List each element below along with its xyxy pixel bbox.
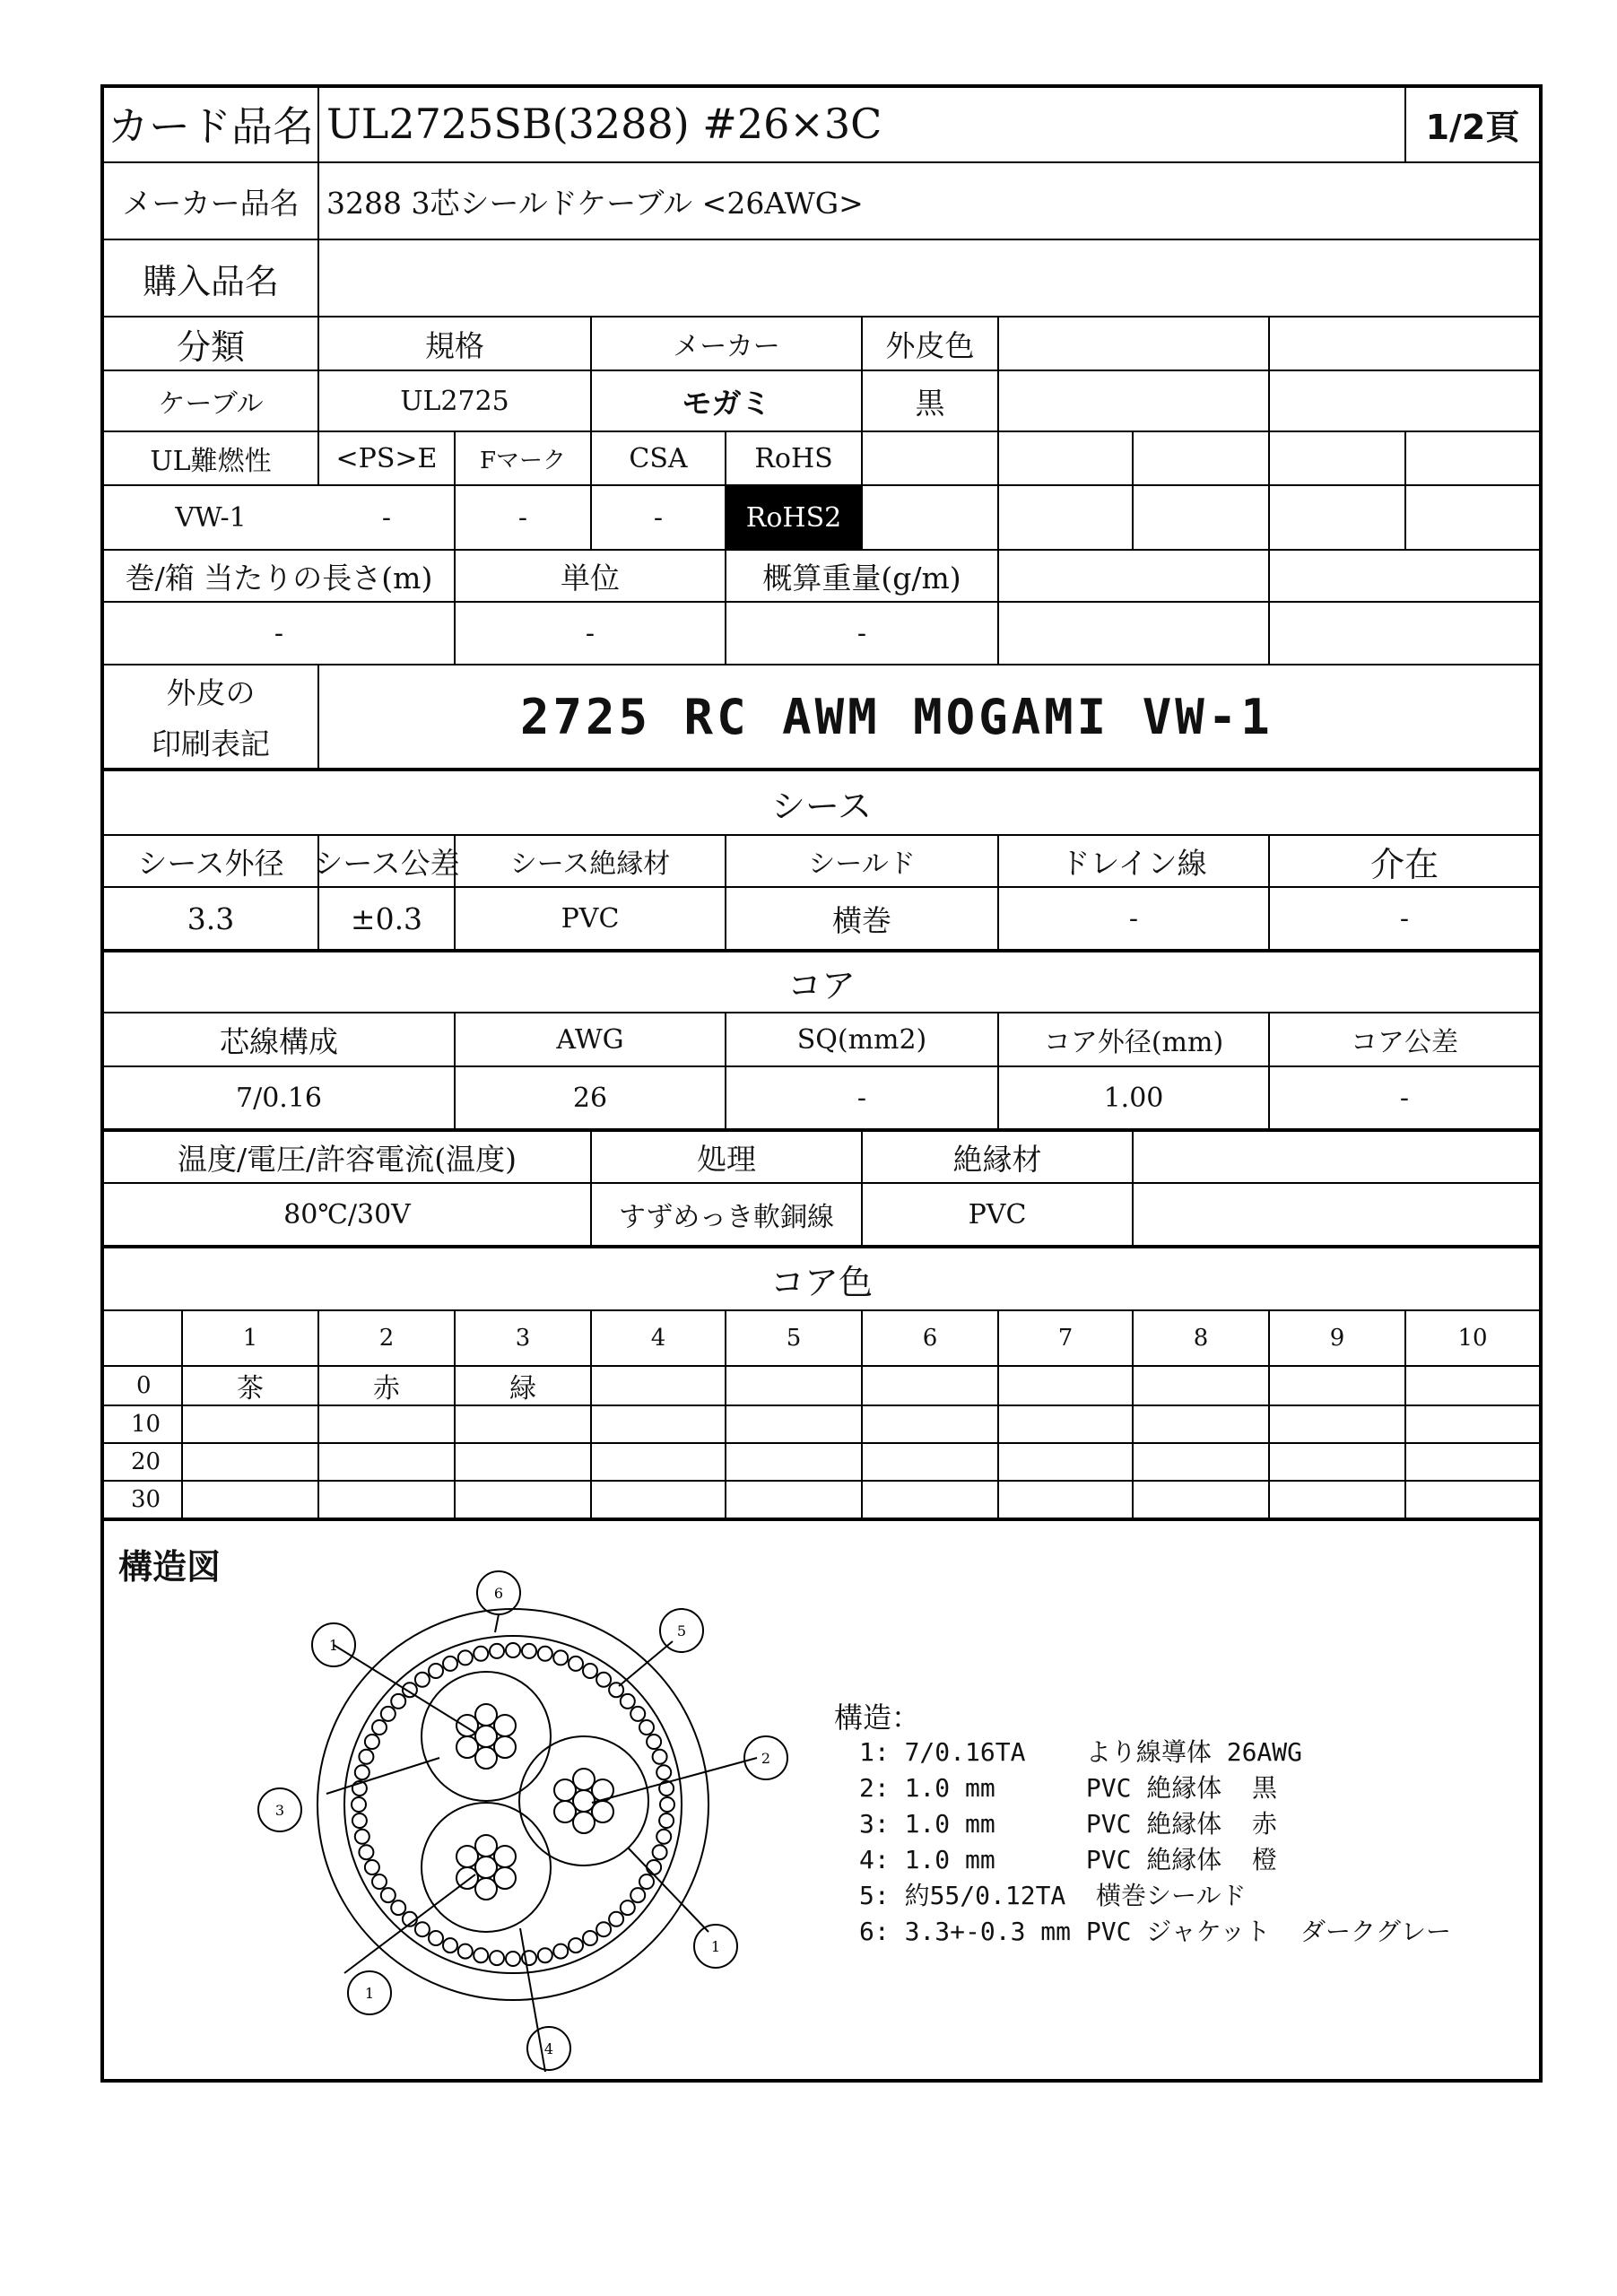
shield-bead <box>609 1912 623 1926</box>
core-2 <box>519 1736 648 1866</box>
pse-header: <PS>E <box>335 442 438 474</box>
core-color-col: 5 <box>786 1325 802 1352</box>
fmark-value: - <box>517 501 528 534</box>
jacket-color-header: 外皮色 <box>885 327 975 363</box>
rohs-header: RoHS <box>754 442 833 474</box>
csa-header: CSA <box>629 442 688 474</box>
maker-name-label: メーカー品名 <box>122 185 300 221</box>
core-1 <box>422 1672 551 1801</box>
core-color-col: 2 <box>378 1325 395 1352</box>
shield-bead <box>365 1860 379 1874</box>
structure-line: 4: 1.0 mm PVC 絶縁体 橙 <box>859 1845 1278 1874</box>
shield-bead <box>569 1657 583 1671</box>
core-color-col: 1 <box>242 1325 258 1352</box>
shield-bead <box>553 1944 568 1959</box>
structure-line: 5: 約55/0.12TA 横巻シールド <box>859 1881 1247 1910</box>
core-color-cell: 緑 <box>509 1373 536 1405</box>
strand-value: 7/0.16 <box>236 1082 322 1114</box>
core-color-row: 20 <box>131 1448 161 1475</box>
shield-bead <box>538 1948 552 1962</box>
core-od-value: 1.00 <box>1103 1082 1164 1114</box>
shield-bead <box>647 1860 661 1874</box>
shield-bead <box>553 1650 568 1665</box>
shield-bead <box>656 1830 671 1844</box>
shield-bead <box>659 1813 674 1828</box>
shield-bead <box>653 1845 667 1859</box>
sheath-section-title: シース <box>770 786 873 826</box>
purchase-name-value <box>319 240 1539 316</box>
standard-value: UL2725 <box>400 385 509 417</box>
shield-bead <box>621 1900 635 1915</box>
print-label-line2: 印刷表記 <box>152 726 270 761</box>
filler-value: - <box>1399 902 1410 935</box>
structure-line: 3: 1.0 mm PVC 絶縁体 赤 <box>859 1809 1278 1839</box>
card-name-label: カード品名 <box>108 102 314 151</box>
callout-label: 1 <box>364 1985 375 2002</box>
maker-value: モガミ <box>682 385 771 421</box>
unit-header: 単位 <box>561 560 620 596</box>
ul-flame-value: VW-1 <box>175 501 247 534</box>
core-color-row: 10 <box>131 1411 161 1438</box>
page-number: 1/2頁 <box>1425 107 1520 147</box>
shield-bead <box>630 1707 645 1721</box>
shield-bead <box>630 1888 645 1902</box>
shield-bead <box>359 1845 373 1859</box>
shield-bead <box>415 1673 430 1687</box>
insulation-header: 絶縁材 <box>952 1141 1042 1177</box>
temp-voltage-header: 温度/電圧/許容電流(温度) <box>178 1141 517 1177</box>
jacket-color-value: 黒 <box>915 385 945 421</box>
sheath-tol-header: シース公差 <box>313 845 460 881</box>
shield-value: 横巻 <box>832 902 891 938</box>
ul-flame-header: UL難燃性 <box>150 446 272 477</box>
csa-value: - <box>653 501 664 534</box>
weight-value: - <box>856 617 867 649</box>
shield-bead <box>490 1951 504 1965</box>
shield-beads <box>352 1643 674 1966</box>
awg-value: 26 <box>572 1082 608 1114</box>
purchase-name-label: 購入品名 <box>142 261 279 301</box>
sq-value: - <box>856 1082 867 1114</box>
treatment-value: すずめっき軟銅線 <box>619 1202 834 1233</box>
shield-bead <box>443 1657 457 1671</box>
shield-bead <box>583 1664 597 1678</box>
maker-name-value: 3288 3芯シールドケーブル <26AWG> <box>326 185 864 221</box>
cable-cross-section-diagram <box>251 1525 807 2081</box>
core-color-col: 4 <box>650 1325 666 1352</box>
shield-bead <box>381 1707 396 1721</box>
core-color-col: 9 <box>1329 1325 1345 1352</box>
structure-line: 2: 1.0 mm PVC 絶縁体 黒 <box>859 1773 1278 1803</box>
shield-bead <box>391 1694 405 1709</box>
core-color-col: 3 <box>515 1325 531 1352</box>
callout-label: 2 <box>761 1750 771 1767</box>
conductor-2 <box>554 1769 613 1833</box>
reel-length-value: - <box>274 617 284 649</box>
sheath-od-header: シース外径 <box>137 845 284 881</box>
rohs2-badge: RoHS2 <box>726 486 861 549</box>
jacket-outer-circle <box>317 1609 709 2000</box>
print-label-line1: 外皮の <box>166 674 256 710</box>
shield-bead <box>639 1720 654 1735</box>
shield-bead <box>458 1944 473 1959</box>
maker-header: メーカー <box>673 331 780 362</box>
shield-bead <box>372 1874 387 1889</box>
sheath-insul-value: PVC <box>561 902 620 935</box>
structure-line: 6: 3.3+-0.3 mm PVC ジャケット ダークグレー <box>859 1917 1452 1946</box>
shield-bead <box>490 1644 504 1658</box>
core-od-header: コア外径(mm) <box>1043 1027 1224 1058</box>
shield-bead <box>429 1931 443 1945</box>
core-color-col: 7 <box>1057 1325 1074 1352</box>
shield-bead <box>506 1952 520 1966</box>
shield-bead <box>656 1765 671 1779</box>
shield-bead <box>352 1813 367 1828</box>
shield-bead <box>365 1735 379 1749</box>
shield-bead <box>583 1931 597 1945</box>
drain-value: - <box>1128 902 1139 935</box>
shield-bead <box>474 1948 488 1962</box>
jacket-inner-circle <box>344 1636 682 1973</box>
shield-bead <box>647 1735 661 1749</box>
sheath-tol-value: ±0.3 <box>350 900 423 936</box>
core-color-cell: 赤 <box>373 1373 400 1405</box>
core-tol-header: コア公差 <box>1351 1027 1458 1058</box>
structure-title: 構造図 <box>118 1547 222 1587</box>
filler-header: 介在 <box>1369 844 1439 884</box>
unit-value: - <box>585 617 596 649</box>
shield-bead <box>355 1765 369 1779</box>
jacket-print-value: 2725 RC AWM MOGAMI VW-1 <box>520 688 1274 745</box>
shield-bead <box>429 1664 443 1678</box>
shield-bead <box>621 1694 635 1709</box>
sheath-insul-header: シース絶縁材 <box>509 848 671 880</box>
structure-line: 1: 7/0.16TA より線導体 26AWG <box>859 1737 1303 1767</box>
shield-bead <box>596 1922 611 1936</box>
reel-length-header: 巻/箱 当たりの長さ(m) <box>125 560 433 596</box>
fmark-header: Fマーク <box>479 447 567 474</box>
callout-label: 4 <box>543 2040 554 2057</box>
shield-bead <box>352 1797 366 1812</box>
core-tol-value: - <box>1399 1082 1410 1114</box>
category-value: ケーブル <box>158 388 264 420</box>
category-header: 分類 <box>176 326 245 367</box>
sheath-od-value: 3.3 <box>187 900 235 936</box>
callout-label: 6 <box>493 1585 504 1602</box>
sq-header: SQ(mm2) <box>796 1023 927 1056</box>
shield-bead <box>653 1750 667 1764</box>
callout-label: 5 <box>676 1622 687 1639</box>
shield-bead <box>639 1874 654 1889</box>
shield-bead <box>391 1900 405 1915</box>
core-color-col: 8 <box>1193 1325 1209 1352</box>
shield-bead <box>381 1888 396 1902</box>
structure-heading: 構造： <box>834 1700 921 1735</box>
shield-bead <box>569 1938 583 1952</box>
shield-bead <box>596 1673 611 1687</box>
strand-header: 芯線構成 <box>220 1023 338 1059</box>
shield-bead <box>474 1647 488 1661</box>
callout-label: 3 <box>274 1802 285 1819</box>
core-3 <box>422 1803 551 1932</box>
shield-bead <box>415 1922 430 1936</box>
shield-bead <box>359 1750 373 1764</box>
core-color-col: 10 <box>1457 1325 1488 1352</box>
shield-bead <box>660 1797 674 1812</box>
core-color-cell: 茶 <box>237 1373 264 1405</box>
insulation-value: PVC <box>968 1198 1027 1231</box>
conductor-3 <box>456 1835 516 1900</box>
shield-bead <box>372 1720 387 1735</box>
core-color-title: コア色 <box>769 1262 873 1302</box>
core-color-row: 30 <box>131 1486 161 1513</box>
shield-bead <box>538 1647 552 1661</box>
core-section-title: コア <box>787 965 856 1005</box>
pse-value: - <box>381 501 392 534</box>
weight-header: 概算重量(g/m) <box>762 560 961 596</box>
core-color-row: 0 <box>136 1372 152 1399</box>
shield-bead <box>355 1830 369 1844</box>
shield-bead <box>443 1938 457 1952</box>
shield-header: シールド <box>808 848 916 880</box>
callout-label: 1 <box>710 1938 721 1955</box>
drain-header: ドレイン線 <box>1060 845 1207 881</box>
shield-bead <box>458 1650 473 1665</box>
callout-label: 1 <box>328 1637 339 1654</box>
awg-header: AWG <box>556 1023 624 1056</box>
standard-header: 規格 <box>425 327 484 363</box>
conductor-1 <box>456 1704 516 1769</box>
treatment-header: 処理 <box>697 1141 756 1177</box>
shield-bead <box>506 1643 520 1657</box>
temp-voltage-value: 80℃/30V <box>283 1198 411 1231</box>
shield-bead <box>522 1644 536 1658</box>
core-color-col: 6 <box>922 1325 938 1352</box>
card-name-value: UL2725SB(3288) #26×3C <box>326 100 882 148</box>
